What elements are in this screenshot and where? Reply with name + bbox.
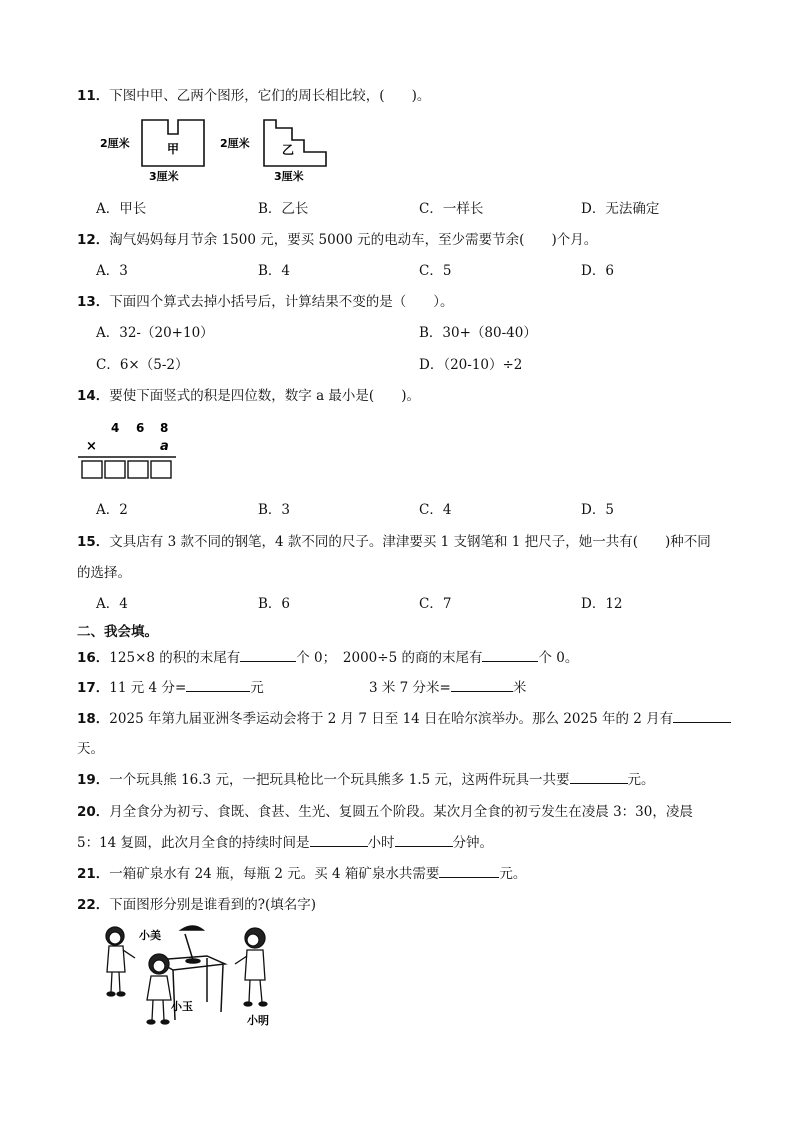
option-b[interactable]: B．乙长 [258, 201, 309, 217]
observers-illustration [95, 920, 295, 1035]
name-xiaomei: 小美 [139, 929, 161, 942]
question-text-line1: 文具店有 3 款不同的钢笔，4 款不同的尺子。津津要买 1 支钢笔和 1 把尺子，她一共有( )种不同 [109, 534, 711, 550]
question-number: 12． [77, 232, 110, 248]
digit: 8 [160, 421, 169, 435]
question-text: 个 0。 [538, 650, 579, 666]
answer-blank[interactable] [439, 864, 499, 878]
answer-box[interactable] [128, 461, 148, 478]
question-text: 11 元 4 分= [109, 680, 187, 696]
answer-blank[interactable] [570, 770, 628, 784]
question-text: 小时 [367, 835, 395, 851]
answer-blank[interactable] [240, 648, 296, 662]
question-18 [77, 707, 731, 727]
question-number: 21． [77, 866, 110, 882]
shape-jia-name: 甲 [167, 142, 180, 156]
question-text: 3 米 7 分米= [369, 680, 451, 696]
question-20-line2 [77, 831, 493, 851]
question-text: 5：14 复圆，此次月全食的持续时间是 [77, 835, 310, 851]
option-b[interactable]: B．6 [258, 596, 291, 612]
name-xiaoming: 小明 [247, 1014, 269, 1027]
question-18-line2: 天。 [77, 741, 104, 757]
question-text: 要使下面竖式的积是四位数，数字 a 最小是( )。 [109, 388, 420, 404]
option-d[interactable]: D．12 [581, 596, 623, 612]
question-14 [77, 384, 420, 404]
perimeter-figures [96, 114, 336, 186]
question-number: 17． [77, 680, 110, 696]
question-text: 元 [250, 680, 264, 696]
question-text: 一箱矿泉水有 24 瓶，每瓶 2 元。买 4 箱矿泉水共需要 [109, 866, 440, 882]
shape-yi [264, 120, 326, 166]
digit: 4 [111, 421, 120, 435]
shape-yi-name: 乙 [282, 143, 295, 157]
question-12 [77, 228, 597, 248]
question-text: 米 [512, 680, 527, 696]
question-number: 11． [77, 88, 110, 104]
question-text: 元。 [627, 772, 655, 788]
question-text: 个 0； 2000÷5 的商的末尾有 [296, 650, 483, 666]
answer-box[interactable] [105, 461, 125, 478]
option-d[interactable]: D．（20-10）÷2 [419, 357, 523, 373]
option-b[interactable]: B．4 [258, 263, 291, 279]
question-15-line2: 的选择。 [77, 565, 131, 581]
question-text: 下面四个算式去掉小括号后，计算结果不变的是（ ）。 [109, 294, 454, 310]
question-13 [77, 290, 454, 310]
answer-blank[interactable] [673, 709, 731, 723]
option-a[interactable]: A．甲长 [96, 201, 147, 217]
question-text: 下面图形分别是谁看到的?(填名字) [109, 897, 317, 913]
boy-xiaoming [235, 928, 267, 1006]
times-sign: × [86, 439, 97, 454]
question-number: 19． [77, 772, 110, 788]
answer-blank-minutes[interactable] [395, 833, 453, 847]
question-text: 分钟。 [452, 835, 494, 851]
answer-blank[interactable] [482, 648, 538, 662]
question-text: 月全食分为初亏、食既、食甚、生光、复圆五个阶段。某次月全食的初亏发生在凌晨 3：30，凌晨 [109, 804, 693, 820]
question-17 [77, 676, 264, 696]
question-11 [77, 84, 430, 104]
question-17-part2 [369, 676, 526, 696]
question-number: 18． [77, 711, 110, 727]
answer-box[interactable] [82, 461, 102, 478]
name-xiaoyu: 小玉 [171, 1000, 193, 1013]
question-number: 20． [77, 804, 110, 820]
girl-xiaoyu [147, 954, 171, 1024]
multiplier-a: a [160, 439, 169, 454]
option-b[interactable]: B．30+（80-40） [419, 325, 537, 341]
option-b[interactable]: B．3 [258, 502, 291, 518]
option-d[interactable]: D．无法确定 [581, 201, 660, 217]
question-number: 16． [77, 650, 110, 666]
shape-jia-bottom-label: 3厘米 [149, 170, 179, 183]
question-20 [77, 800, 693, 820]
question-19 [77, 768, 655, 788]
answer-box[interactable] [151, 461, 171, 478]
shape-yi-side-label: 2厘米 [220, 137, 250, 150]
girl-xiaomei [106, 927, 135, 996]
question-number: 13． [77, 294, 110, 310]
question-text: 一个玩具熊 16.3 元，一把玩具枪比一个玩具熊多 1.5 元，这两件玩具一共要 [109, 772, 570, 788]
option-c[interactable]: C．7 [419, 596, 452, 612]
question-21 [77, 862, 526, 882]
question-text: 下图中甲、乙两个图形，它们的周长相比较，( )。 [109, 88, 431, 104]
section-heading: 二、我会填。 [77, 624, 158, 640]
vertical-multiplication [76, 418, 186, 484]
question-number: 22． [77, 897, 110, 913]
question-text: 元。 [499, 866, 527, 882]
shape-yi-bottom-label: 3厘米 [274, 170, 304, 183]
question-text: 125×8 的积的末尾有 [109, 650, 241, 666]
option-a[interactable]: A．32-（20+10） [96, 325, 214, 341]
question-22 [77, 893, 316, 913]
option-a[interactable]: A．2 [96, 502, 128, 518]
question-text: 淘气妈妈每月节余 1500 元，要买 5000 元的电动车，至少需要节余( )个月。 [109, 232, 598, 248]
answer-blank-hours[interactable] [310, 833, 368, 847]
option-c[interactable]: C．4 [419, 502, 452, 518]
answer-blank[interactable] [186, 678, 250, 692]
question-text: 2025 年第九届亚洲冬季运动会将于 2 月 7 日至 14 日在哈尔滨举办。那么 2025 年的 2 月有 [109, 711, 674, 727]
question-15 [77, 530, 711, 550]
option-a[interactable]: A．3 [96, 263, 128, 279]
question-number: 14． [77, 388, 110, 404]
question-number: 15． [77, 534, 110, 550]
answer-blank[interactable] [451, 678, 513, 692]
digit: 6 [136, 421, 145, 435]
option-c[interactable]: C．一样长 [419, 201, 484, 217]
option-d[interactable]: D．6 [581, 263, 614, 279]
option-c[interactable]: C．5 [419, 263, 452, 279]
option-a[interactable]: A．4 [96, 596, 128, 612]
shape-jia-side-label: 2厘米 [100, 137, 130, 150]
option-d[interactable]: D．5 [581, 502, 614, 518]
option-c[interactable]: C．6×（5-2） [96, 357, 189, 373]
question-16 [77, 646, 578, 666]
